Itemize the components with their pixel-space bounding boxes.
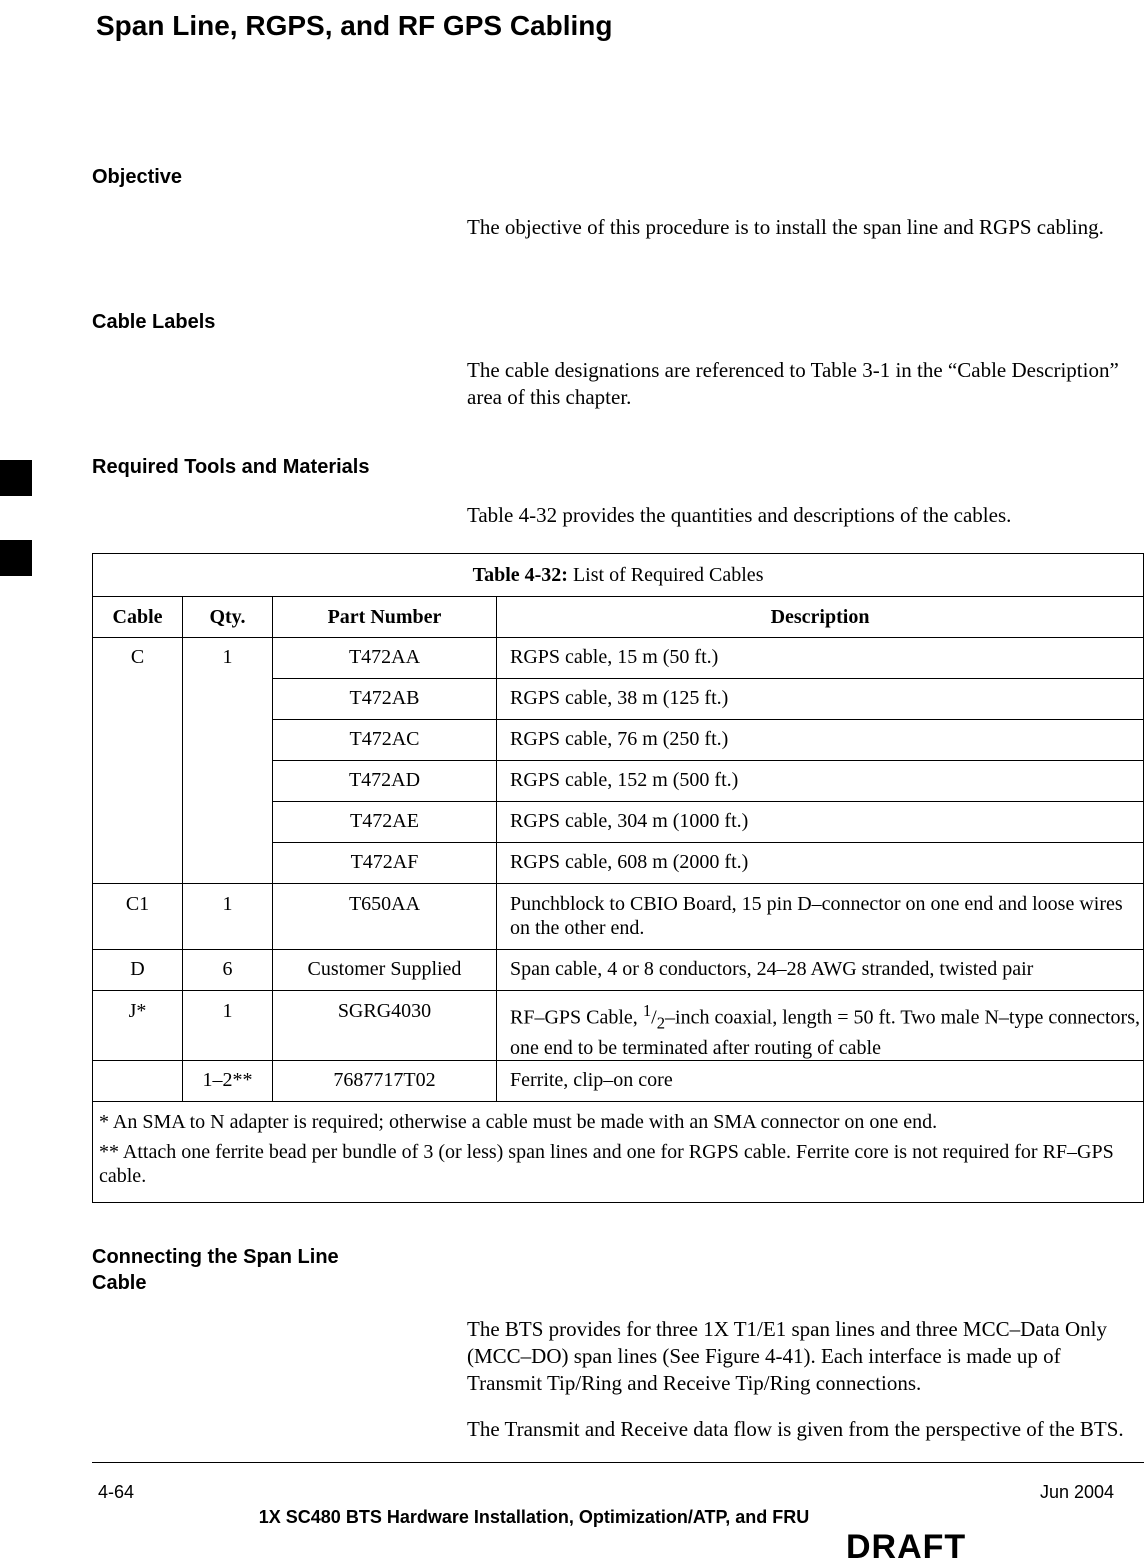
table-notes — [93, 1101, 1144, 1202]
table-caption — [93, 554, 1144, 597]
col-header-qty: Qty. — [183, 597, 273, 638]
table-notes-row — [93, 1101, 1144, 1202]
part-number-cell: T472AB — [273, 679, 497, 720]
part-number-cell: Customer Supplied — [273, 950, 497, 991]
table-caption-label: Table 4-32: — [472, 563, 568, 586]
objective-heading: Objective — [92, 166, 183, 188]
qty-cell: 1–2** — [183, 1060, 273, 1101]
part-number-cell: T472AE — [273, 802, 497, 843]
footer-rule — [92, 1462, 1144, 1463]
description-text-pre: RF–GPS Cable, — [510, 1006, 643, 1029]
description-cell: RGPS cable, 304 m (1000 ft.) — [497, 802, 1144, 843]
description-cell: Span cable, 4 or 8 conductors, 24–28 AWG stranded, twisted pair — [497, 950, 1144, 991]
description-text-post: –inch coaxial, length = 50 ft. Two male N–type connectors, one end to be terminated after routing of cable — [510, 1006, 1140, 1059]
part-number-cell: T472AC — [273, 720, 497, 761]
chapter-tab-marker-bottom — [0, 540, 32, 576]
part-number-cell: T472AA — [273, 638, 497, 679]
table-row — [93, 638, 1144, 679]
tools-heading: Required Tools and Materials — [92, 456, 370, 478]
description-cell — [497, 991, 1144, 1061]
part-number-cell: T472AD — [273, 761, 497, 802]
objective-text: The objective of this procedure is to install the span line and RGPS cabling. — [467, 215, 1104, 239]
required-cables-table — [92, 553, 1144, 1203]
qty-cell: 6 — [183, 950, 273, 991]
qty-cell: 1 — [183, 884, 273, 950]
fraction-denominator: 2 — [656, 1013, 666, 1033]
cable-cell: C1 — [93, 884, 183, 950]
footer-doc-title: 1X SC480 BTS Hardware Installation, Optimization/ATP, and FRU — [258, 1507, 810, 1527]
part-number-cell: SGRG4030 — [273, 991, 497, 1061]
connecting-text-1: The BTS provides for three 1X T1/E1 span lines and three MCC–Data Only (MCC–DO) span lines (See Figure 4-41). Each interface is made up of Transmit Tip/Ring and Receive Tip/Ring connections. — [467, 1317, 1107, 1395]
table-row — [93, 884, 1144, 950]
fraction-slash: / — [651, 1006, 657, 1029]
description-cell: RGPS cable, 608 m (2000 ft.) — [497, 843, 1144, 884]
footer-date: Jun 2004 — [1040, 1482, 1115, 1502]
qty-cell: 1 — [183, 991, 273, 1061]
fraction-numerator: 1 — [642, 1001, 652, 1020]
page-title: Span Line, RGPS, and RF GPS Cabling — [96, 10, 613, 41]
connecting-heading: Connecting the Span Line Cable — [92, 1246, 339, 1294]
cable-cell: J* — [93, 991, 183, 1061]
footer-page-number: 4-64 — [98, 1482, 135, 1502]
table-note-2: ** Attach one ferrite bead per bundle of 3 (or less) span lines and one for RGPS cable. Ferrite core is not required for RF–GPS cable. — [99, 1140, 1114, 1187]
table-header-row — [93, 597, 1144, 638]
description-cell: Punchblock to CBIO Board, 15 pin D–connector on one end and loose wires on the other end. — [497, 884, 1144, 950]
table-note-1: * An SMA to N adapter is required; otherwise a cable must be made with an SMA connector on one end. — [99, 1110, 938, 1133]
cable-cell: C — [93, 638, 183, 884]
connecting-text-2: The Transmit and Receive data flow is given from the perspective of the BTS. — [467, 1417, 1124, 1441]
description-cell: RGPS cable, 15 m (50 ft.) — [497, 638, 1144, 679]
col-header-cable: Cable — [93, 597, 183, 638]
part-number-cell: T650AA — [273, 884, 497, 950]
col-header-description: Description — [497, 597, 1144, 638]
table-caption-text: List of Required Cables — [567, 563, 764, 586]
table-row — [93, 1060, 1144, 1101]
table-row — [93, 950, 1144, 991]
part-number-cell: T472AF — [273, 843, 497, 884]
table-row — [93, 991, 1144, 1061]
chapter-tab-number: 4 — [10, 478, 22, 500]
cable-labels-text: The cable designations are referenced to Table 3-1 in the “Cable Description” area of this chapter. — [467, 358, 1119, 409]
cable-cell — [93, 1060, 183, 1101]
cable-labels-heading: Cable Labels — [92, 311, 216, 333]
part-number-cell: 7687717T02 — [273, 1060, 497, 1101]
description-cell: RGPS cable, 152 m (500 ft.) — [497, 761, 1144, 802]
draft-watermark: DRAFT — [846, 1528, 967, 1566]
description-cell: RGPS cable, 76 m (250 ft.) — [497, 720, 1144, 761]
tools-text: Table 4-32 provides the quantities and descriptions of the cables. — [467, 503, 1012, 527]
description-cell: Ferrite, clip–on core — [497, 1060, 1144, 1101]
qty-cell: 1 — [183, 638, 273, 884]
cable-cell: D — [93, 950, 183, 991]
col-header-part-number: Part Number — [273, 597, 497, 638]
description-cell: RGPS cable, 38 m (125 ft.) — [497, 679, 1144, 720]
